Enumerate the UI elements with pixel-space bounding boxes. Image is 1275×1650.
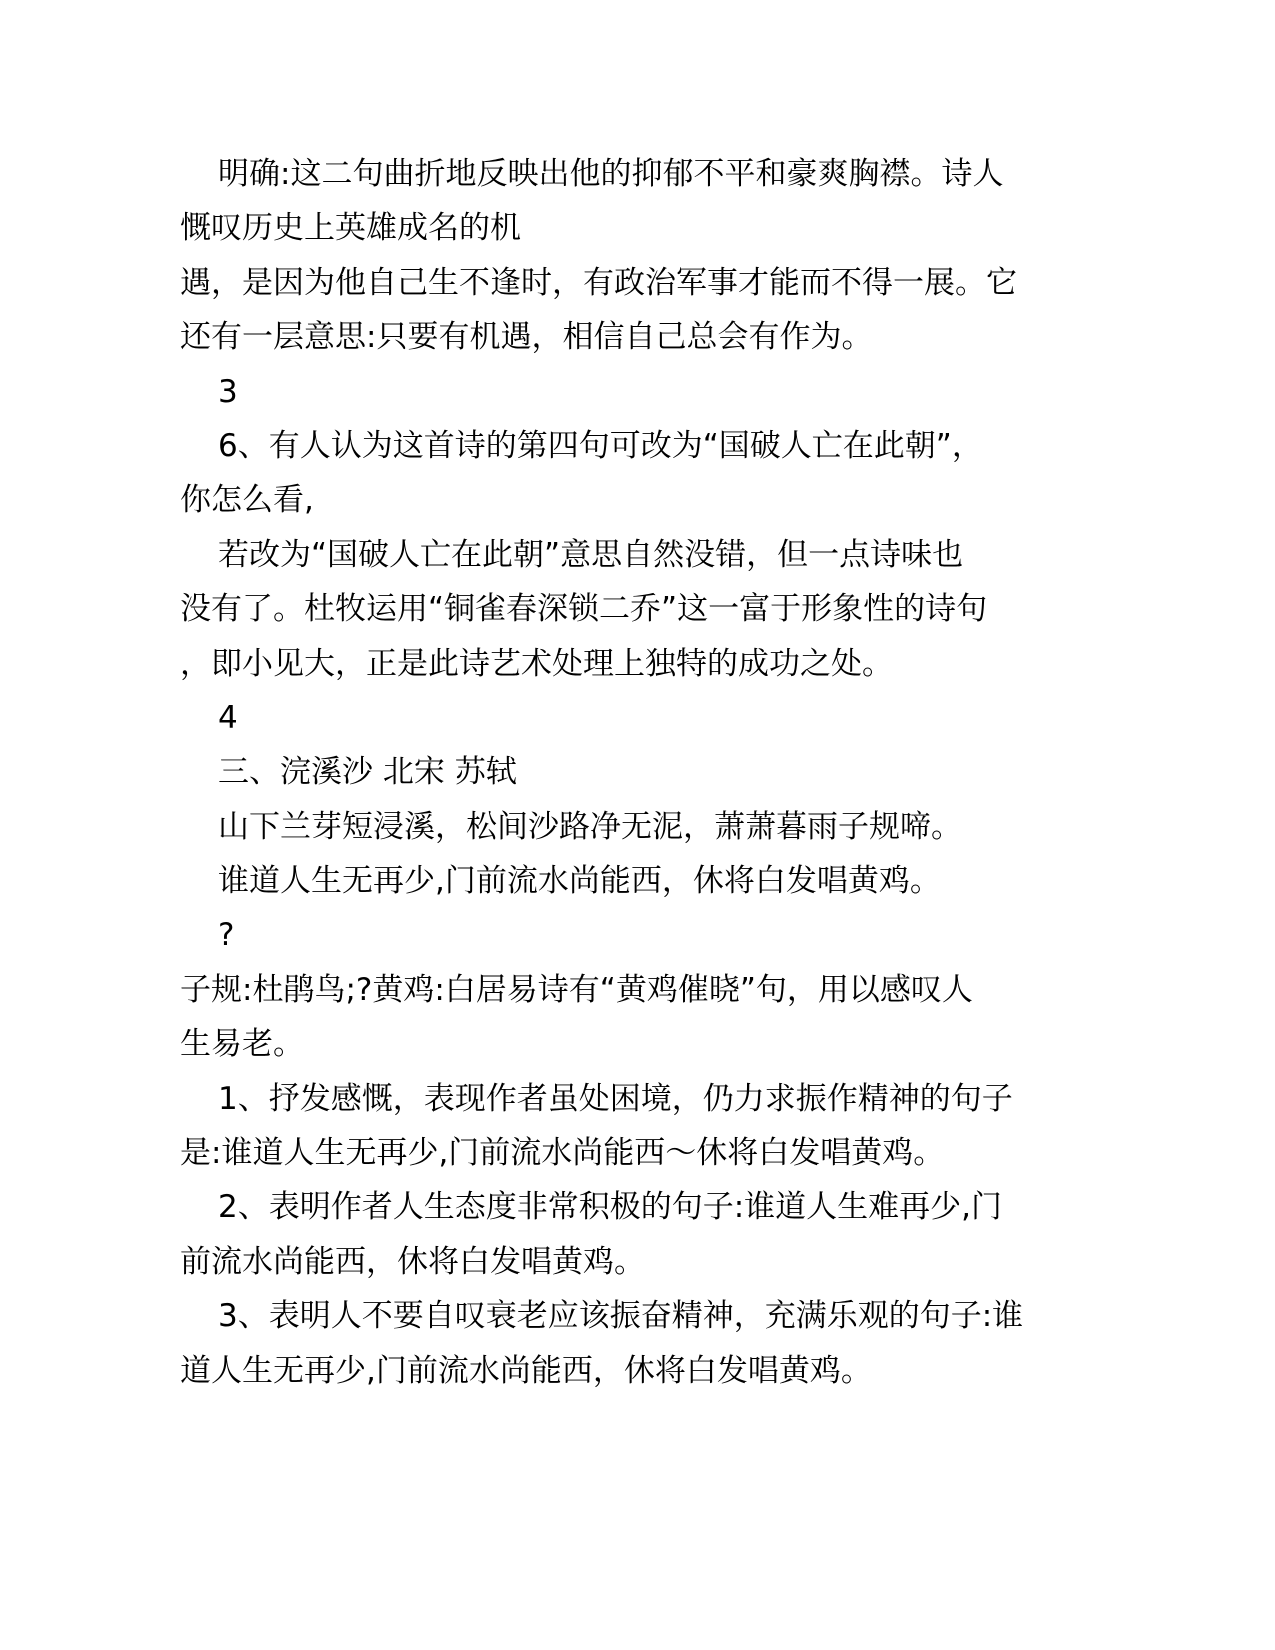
- page-number-marker: 3: [218, 373, 238, 410]
- answer-line: ，即小见大，正是此诗艺术处理上独特的成功之处。: [180, 645, 893, 682]
- poem-line: 山下兰芽短浸溪，松间沙路净无泥，萧萧暮雨子规啼。: [218, 808, 962, 845]
- question-line: 你怎么看,: [180, 482, 314, 519]
- text-line: 遇，是因为他自己生不逢时，有政治军事才能而不得一展。它: [180, 264, 1017, 301]
- text-line: 明确:这二句曲折地反映出他的抑郁不平和豪爽胸襟。诗人: [218, 156, 1004, 192]
- list-item: 3、表明人不要自叹衰老应该振奋精神，充满乐观的句子:谁: [218, 1298, 1024, 1335]
- document-body: [180, 147, 1060, 1398]
- list-item: 2、表明作者人生态度非常积极的句子:谁道人生难再少,门: [218, 1189, 1003, 1226]
- annotation-line: 子规:杜鹃鸟;?黄鸡:白居易诗有“黄鸡催晓”句，用以感叹人: [180, 971, 973, 1008]
- list-item: 是:谁道人生无再少,门前流水尚能西～休将白发唱黄鸡。: [180, 1135, 945, 1172]
- list-item: 1、抒发感慨，表现作者虽处困境，仍力求振作精神的句子: [218, 1080, 1013, 1117]
- section-heading: 三、浣溪沙 北宋 苏轼: [218, 754, 517, 791]
- question-line: 6、有人认为这首诗的第四句可改为“国破人亡在此朝”，: [218, 427, 983, 464]
- list-item: 道人生无再少,门前流水尚能西，休将白发唱黄鸡。: [180, 1352, 872, 1389]
- annotation-line: 生易老。: [180, 1026, 304, 1063]
- text-line: ?: [218, 917, 235, 954]
- list-item: 前流水尚能西，休将白发唱黄鸡。: [180, 1243, 645, 1280]
- text-line: 还有一层意思:只要有机遇，相信自己总会有作为。: [180, 319, 873, 356]
- poem-line: 谁道人生无再少,门前流水尚能西，休将白发唱黄鸡。: [218, 863, 941, 900]
- answer-line: 若改为“国破人亡在此朝”意思自然没错，但一点诗味也: [218, 536, 964, 573]
- answer-line: 没有了。杜牧运用“铜雀春深锁二乔”这一富于形象性的诗句: [180, 591, 988, 628]
- text-line: 慨叹历史上英雄成名的机: [180, 210, 521, 247]
- page-number-marker: 4: [218, 699, 238, 736]
